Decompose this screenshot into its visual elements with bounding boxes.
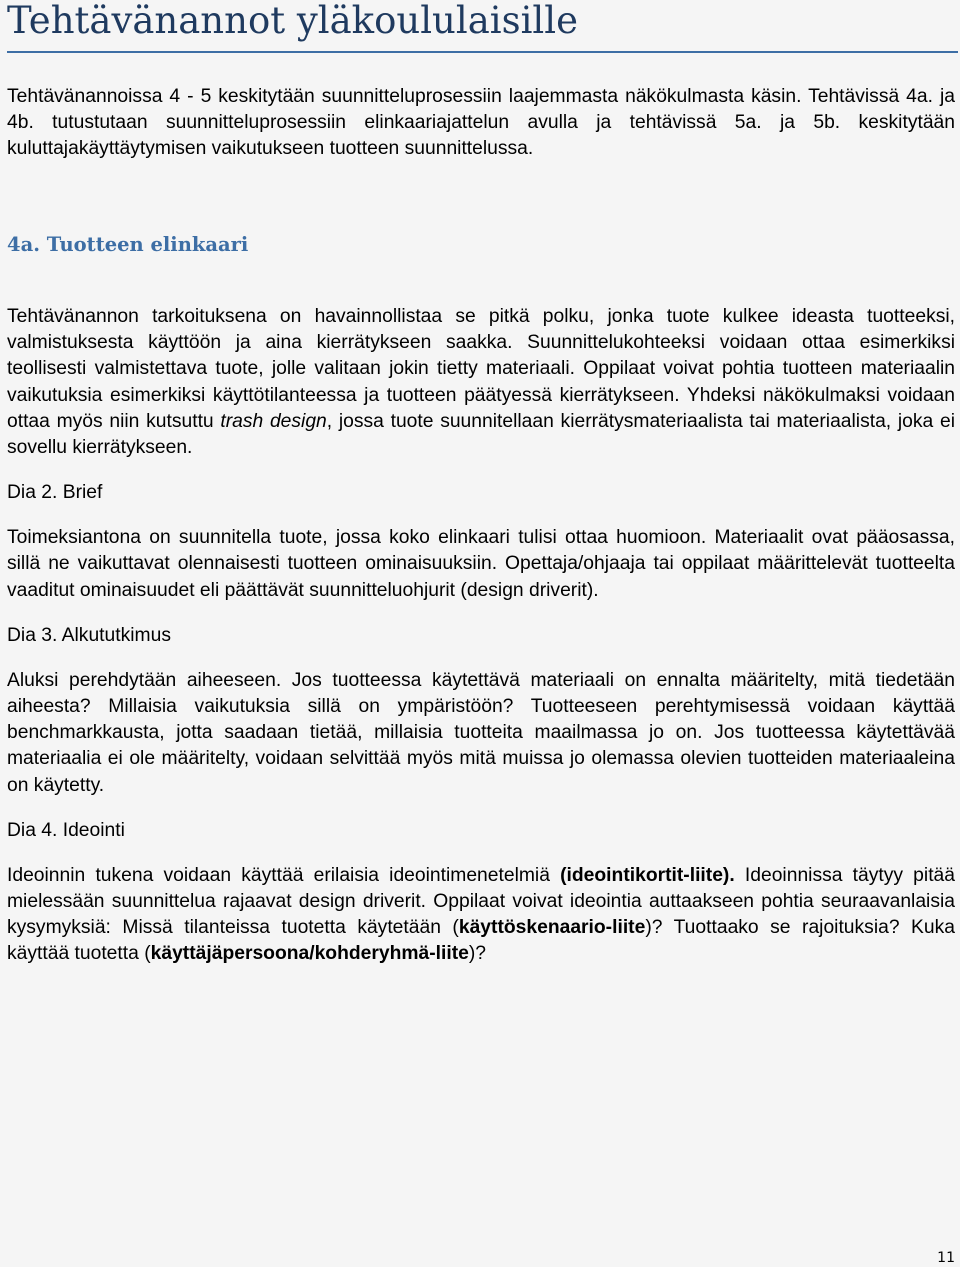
section-4a-text-part2: , jossa tuote suunnitellaan kierrätysmateriaalista tai materiaalista, joka ei sovellu kierrätykseen. — [7, 410, 955, 459]
dia3-paragraph: Aluksi perehdytään aiheeseen. Jos tuotteessa käytettävä materiaali on ennalta määritelty, mitä tiedetään aiheesta? Millaisia vaikutuksia sillä on ympäristöön? Tuotteeseen perehtymisessä voidaan käyttää benchmarkkausta, jotta saadaan tietää, millaisia tuotteita maailmassa jo on. Jos tuotteessa käytettävää materiaalia ei ole määritelty, voidaan selvittää myös mitä muissa jo olemassa olevien tuotteiden materiaaleina on käytetty. — [7, 669, 955, 796]
document-body — [7, 84, 955, 968]
dia4-bold-ideointikortit: (ideointikortit-liite). — [560, 864, 735, 886]
dia3-heading: Dia 3. Alkututkimus — [7, 624, 171, 646]
dia2-heading: Dia 2. Brief — [7, 482, 103, 504]
dia4-text-part2: Ideoinnissa täytyy pitää mielessään suunnittelua rajaavat design driverit. Oppilaat voivat ideointia auttaakseen pohtia seuraavanlaisia kysymyksiä: Missä tilanteissa tuotetta käytetään ( — [7, 864, 955, 939]
dia4-bold-kayttoskenaario: käyttöskenaario-liite — [458, 917, 646, 939]
intro-paragraph: Tehtävänannoissa 4 - 5 keskitytään suunnitteluprosessiin laajemmasta näkökulmasta käsin. Tehtävissä 4a. ja 4b. tutustutaan suunnitteluprosessiin elinkaariajattelun avulla ja tehtävissä 5a. ja 5b. keskitytään kuluttajakäyttäytymisen vaikutukseen tuotteen suunnittelussa. — [7, 86, 955, 160]
dia4-heading: Dia 4. Ideointi — [7, 819, 125, 841]
dia4-text-part4: )? — [468, 943, 487, 965]
section-4a-text-part1: Tehtävänannon tarkoituksena on havainnollistaa se pitkä polku, jonka tuote kulkee ideasta tuotteeksi, valmistuksesta käyttöön ja aina kierrätykseen saakka. Suunnittelukohteeksi voidaan ottaa esimerkiksi teollisesti valmistettava tuote, jolle valitaan jokin tietty materiaali. Oppilaat voivat pohtia tuotteen materiaalin vaikutuksia esimerkiksi käyttötilanteessa ja tuotteen päätyessä kierrätykseen. Yhdeksi näkökulmaksi voidaan ottaa myös niin kutsuttu — [7, 306, 955, 432]
dia4-paragraph — [7, 863, 955, 968]
page-number: 11 — [937, 1250, 955, 1266]
dia2-paragraph: Toimeksiantona on suunnitella tuote, jossa koko elinkaari tulisi ottaa huomioon. Materiaalit ovat pääosassa, sillä ne vaikuttavat olennaisesti tuotteen ominaisuuksiin. Opettaja/ohjaaja tai oppilaat määrittelevät tuotteelta vaaditut ominaisuudet eli päättävät suunnitteluohjurit (design driverit). — [7, 527, 955, 601]
dia4-bold-kayttajapersoona: käyttäjäpersoona/kohderyhmä-liite — [150, 943, 469, 965]
title-underline — [7, 51, 958, 53]
page-title: Tehtävänannot yläkoululaisille — [7, 0, 578, 42]
section-4a-paragraph — [7, 304, 955, 461]
section-4a-italic-term: trash design — [220, 410, 327, 432]
dia4-text-part3: )? Tuottaako se rajoituksia? Kuka käyttää tuotetta ( — [7, 917, 955, 965]
section-heading-4a: 4a. Tuotteen elinkaari — [7, 233, 249, 256]
dia4-text-part1: Ideoinnin tukena voidaan käyttää erilaisia ideointimenetelmiä — [7, 864, 561, 886]
